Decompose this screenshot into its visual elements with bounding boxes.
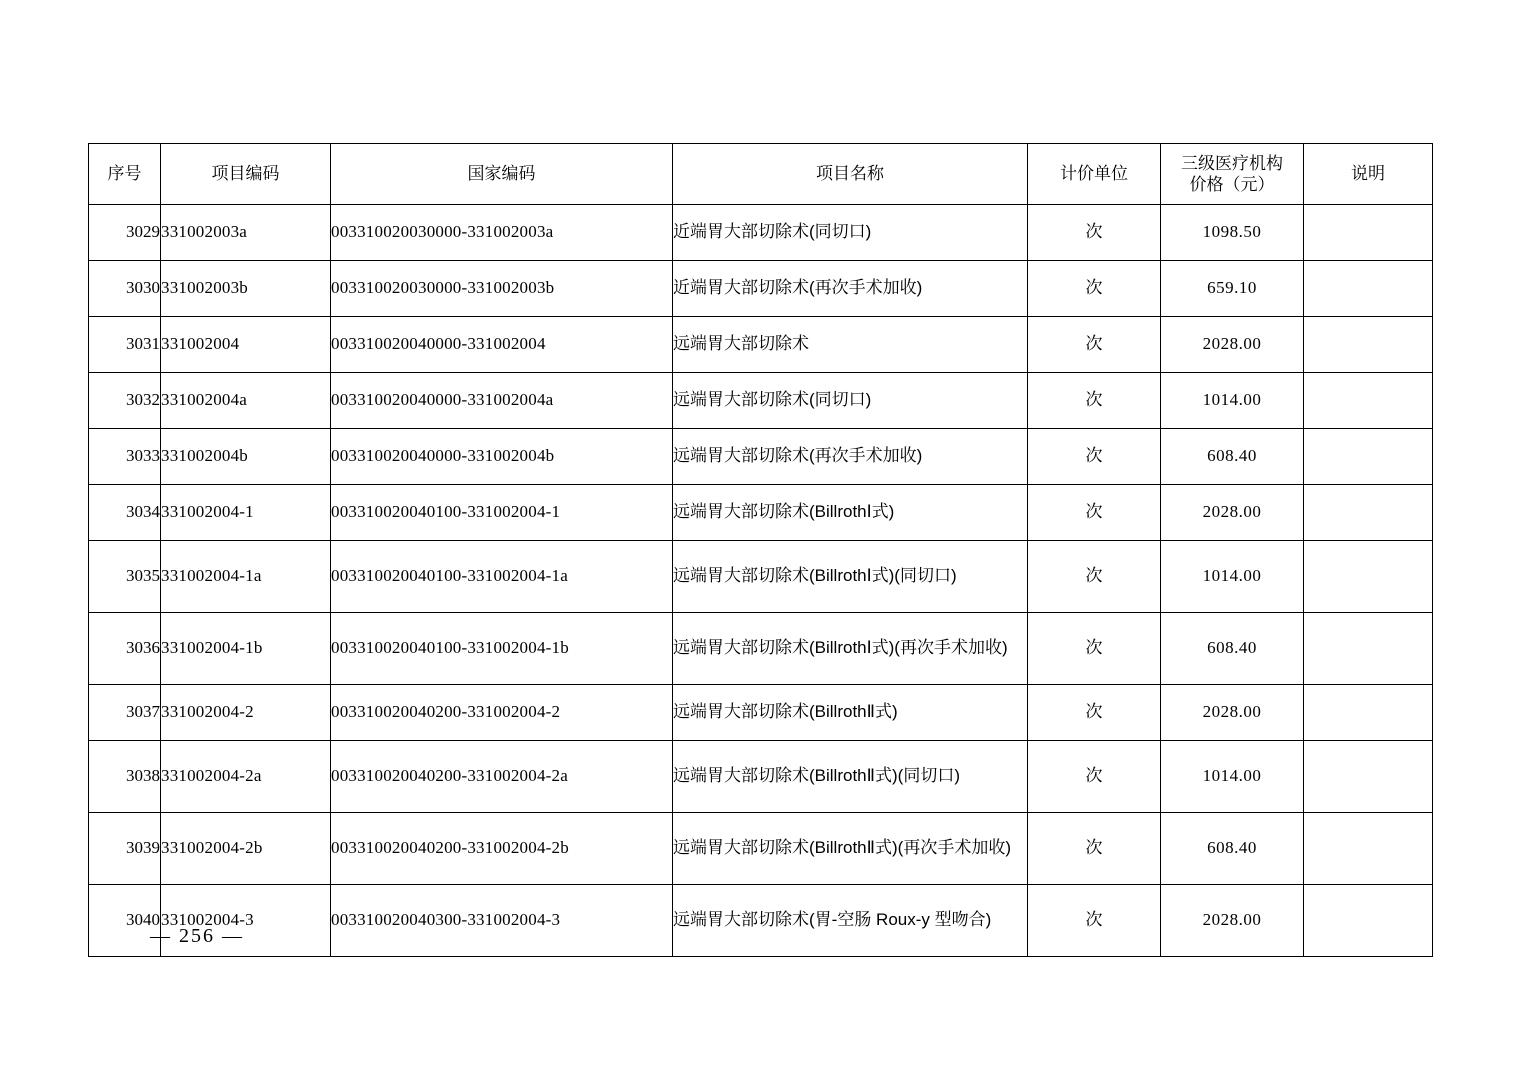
cell-name: 近端胃大部切除术(再次手术加收) [673, 261, 1028, 317]
cell-code: 331002004-1b [161, 613, 331, 685]
cell-name: 远端胃大部切除术(BillrothⅡ式)(再次手术加收) [673, 813, 1028, 885]
cell-code: 331002004-1 [161, 485, 331, 541]
cell-price: 1014.00 [1161, 541, 1304, 613]
column-header-unit: 计价单位 [1028, 144, 1161, 205]
cell-seq: 3037 [89, 685, 161, 741]
cell-national-code: 003310020040000-331002004b [331, 429, 673, 485]
cell-name: 近端胃大部切除术(同切口) [673, 205, 1028, 261]
cell-name: 远端胃大部切除术(BillrothⅡ式)(同切口) [673, 741, 1028, 813]
cell-name: 远端胃大部切除术(胃-空肠 Roux-y 型吻合) [673, 885, 1028, 957]
table-row [89, 613, 1433, 685]
cell-seq: 3038 [89, 741, 161, 813]
cell-national-code: 003310020040100-331002004-1b [331, 613, 673, 685]
cell-code: 331002003a [161, 205, 331, 261]
cell-unit: 次 [1028, 205, 1161, 261]
cell-note [1304, 429, 1433, 485]
cell-seq: 3036 [89, 613, 161, 685]
cell-note [1304, 205, 1433, 261]
cell-note [1304, 685, 1433, 741]
column-header-note: 说明 [1304, 144, 1433, 205]
cell-unit: 次 [1028, 613, 1161, 685]
price-table [88, 143, 1433, 957]
cell-seq: 3039 [89, 813, 161, 885]
column-header-price-line2: 价格（元） [1189, 175, 1275, 194]
cell-price: 2028.00 [1161, 885, 1304, 957]
cell-code: 331002004-3 [161, 885, 331, 957]
table-row [89, 485, 1433, 541]
cell-seq: 3032 [89, 373, 161, 429]
table-row [89, 429, 1433, 485]
table-row [89, 373, 1433, 429]
cell-note [1304, 813, 1433, 885]
cell-name: 远端胃大部切除术(BillrothⅠ式)(再次手术加收) [673, 613, 1028, 685]
table-header [89, 144, 1433, 205]
cell-national-code: 003310020030000-331002003a [331, 205, 673, 261]
cell-name: 远端胃大部切除术 [673, 317, 1028, 373]
cell-seq: 3029 [89, 205, 161, 261]
cell-code: 331002004a [161, 373, 331, 429]
cell-price: 2028.00 [1161, 485, 1304, 541]
cell-national-code: 003310020040200-331002004-2a [331, 741, 673, 813]
column-header-name: 项目名称 [673, 144, 1028, 205]
cell-unit: 次 [1028, 261, 1161, 317]
table-row [89, 541, 1433, 613]
table-row [89, 205, 1433, 261]
cell-code: 331002004-1a [161, 541, 331, 613]
cell-seq: 3031 [89, 317, 161, 373]
cell-price: 608.40 [1161, 613, 1304, 685]
cell-seq: 3034 [89, 485, 161, 541]
cell-code: 331002003b [161, 261, 331, 317]
cell-national-code: 003310020040100-331002004-1 [331, 485, 673, 541]
cell-unit: 次 [1028, 485, 1161, 541]
column-header-price-line1: 三级医疗机构 [1181, 153, 1283, 173]
cell-national-code: 003310020040200-331002004-2 [331, 685, 673, 741]
cell-price: 608.40 [1161, 813, 1304, 885]
cell-name: 远端胃大部切除术(同切口) [673, 373, 1028, 429]
cell-national-code: 003310020040000-331002004 [331, 317, 673, 373]
column-header-national-code: 国家编码 [331, 144, 673, 205]
table-body [89, 205, 1433, 957]
cell-unit: 次 [1028, 813, 1161, 885]
cell-name: 远端胃大部切除术(BillrothⅡ式) [673, 685, 1028, 741]
cell-code: 331002004-2 [161, 685, 331, 741]
cell-price: 2028.00 [1161, 317, 1304, 373]
table-row [89, 741, 1433, 813]
cell-name: 远端胃大部切除术(再次手术加收) [673, 429, 1028, 485]
cell-unit: 次 [1028, 429, 1161, 485]
cell-price: 1014.00 [1161, 741, 1304, 813]
cell-national-code: 003310020040000-331002004a [331, 373, 673, 429]
table-row [89, 813, 1433, 885]
cell-note [1304, 613, 1433, 685]
cell-unit: 次 [1028, 685, 1161, 741]
table-row [89, 317, 1433, 373]
table-row [89, 685, 1433, 741]
cell-national-code: 003310020040100-331002004-1a [331, 541, 673, 613]
table-row [89, 885, 1433, 957]
page-number: — 256 — [150, 925, 244, 947]
cell-code: 331002004-2b [161, 813, 331, 885]
cell-name: 远端胃大部切除术(BillrothⅠ式)(同切口) [673, 541, 1028, 613]
cell-price: 659.10 [1161, 261, 1304, 317]
cell-code: 331002004b [161, 429, 331, 485]
cell-price: 2028.00 [1161, 685, 1304, 741]
cell-price: 1014.00 [1161, 373, 1304, 429]
cell-seq: 3040 [89, 885, 161, 957]
table-row [89, 261, 1433, 317]
cell-note [1304, 485, 1433, 541]
cell-note [1304, 317, 1433, 373]
cell-unit: 次 [1028, 885, 1161, 957]
cell-note [1304, 261, 1433, 317]
column-header-code: 项目编码 [161, 144, 331, 205]
cell-unit: 次 [1028, 373, 1161, 429]
cell-seq: 3033 [89, 429, 161, 485]
table-header-row [89, 144, 1433, 205]
cell-unit: 次 [1028, 541, 1161, 613]
cell-code: 331002004 [161, 317, 331, 373]
cell-note [1304, 741, 1433, 813]
column-header-seq: 序号 [89, 144, 161, 205]
cell-unit: 次 [1028, 741, 1161, 813]
cell-price: 608.40 [1161, 429, 1304, 485]
cell-national-code: 003310020040200-331002004-2b [331, 813, 673, 885]
cell-national-code: 003310020030000-331002003b [331, 261, 673, 317]
cell-unit: 次 [1028, 317, 1161, 373]
cell-name: 远端胃大部切除术(BillrothⅠ式) [673, 485, 1028, 541]
cell-code: 331002004-2a [161, 741, 331, 813]
cell-note [1304, 885, 1433, 957]
cell-seq: 3035 [89, 541, 161, 613]
cell-note [1304, 541, 1433, 613]
cell-national-code: 003310020040300-331002004-3 [331, 885, 673, 957]
column-header-price [1161, 144, 1304, 205]
cell-price: 1098.50 [1161, 205, 1304, 261]
cell-seq: 3030 [89, 261, 161, 317]
cell-note [1304, 373, 1433, 429]
